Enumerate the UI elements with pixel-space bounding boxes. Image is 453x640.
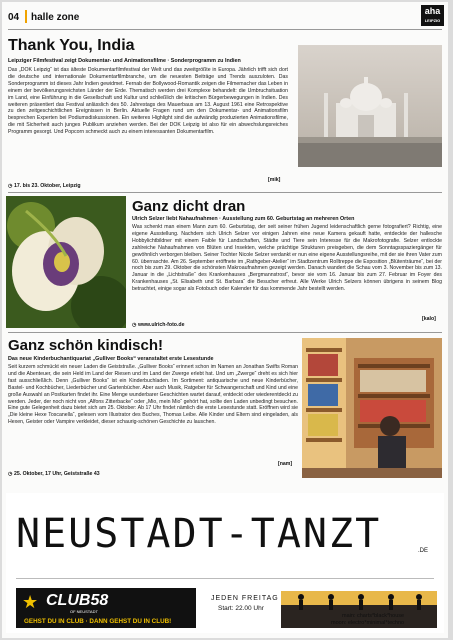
star-icon: ★: [22, 592, 39, 612]
club-logo-block: [16, 588, 196, 628]
magazine-logo: [421, 5, 444, 26]
page-header: [2, 2, 448, 28]
taj-mahal-photo: [298, 45, 442, 167]
article-link[interactable]: ◷ www.ulrich-foto.de: [132, 322, 185, 328]
article-author: [kalo]: [422, 316, 436, 322]
article-body: Das „DOK Leipzig“ ist das älteste Dokumentarfilmfestival der Welt und das zweitgrößte in Europa. Jährlich trifft sich dort die deutsche und internationale Dokumentarfilmbranche, um die neuesten Beiträge und Trends auszuloten. Das Sonderprogramm ist dieses Jahr Indien gewidmet. Fernab der Bollywood-Romantik zeigen die Filmemacher das Leben in einem der bevölkerungsreichsten Länder der Erde. Thematisch werden drei Komplexe behandelt: die Umbruchsituation im Land, eine Einführung in die Gesellschaft und Kultur und schließlich die kritischen Bürgerbewegungen in Indien. Des weiteren präsentiert das Festival anlässlich des 50. Jahrestags des Mauerbaus am 13. August 1961 eine Retrospektive zu den zeitgeschichtlichen Ereignissen in Berlin. Aktuelle Fragen rund um den Dokumentar- und Animationsfilm besprechen Experten bei Podiumsdiskussionen. Ein weiteres Highlight sind die aufwändig produzierten Animationsfilme, die mit Sicherheit auch junges Publikum anziehen werden. Bei der DOK Leipzig ist also für ein abwechslungsreiches Programm gesorgt. Und Popcorn schmeckt auch zu einem interessanten Dokumentarfilm.: [8, 67, 288, 136]
article-subtitle: Leipziger Filmfestival zeigt Dokumentar- und Animationsfilme · Sonderprogramm zu Indien: [8, 58, 241, 64]
club-name: CLUB58: [46, 592, 109, 609]
floor-moon: moon: electro*minimal*techno: [331, 620, 405, 626]
music-styles: [331, 613, 404, 627]
logo-sub: LEIPZIG: [424, 18, 441, 23]
article-subtitle: Das neue Kinderbuchantiquariat „Gulliver Books“ veranstaltet erste Lesestunde: [8, 356, 214, 362]
floor-main: main: charts*black*house: [342, 613, 405, 619]
magazine-page: [2, 2, 448, 638]
article-title: Ganz dicht dran: [132, 198, 246, 215]
logo-main: aha: [424, 6, 441, 16]
article-divider: [8, 332, 442, 333]
article-author: [nam]: [278, 461, 293, 467]
club-sub: OF NEUSTADT: [70, 609, 98, 614]
article-title: Ganz schön kindisch!: [8, 337, 164, 354]
page-number: 04: [8, 12, 20, 23]
article-title: Thank You, India: [8, 37, 135, 54]
article-body: Seit kurzem schmückt ein neuer Laden die Geiststraße. „Gulliver Books“ erinnert schon im Namen an Jonathan Swifts Roman und die Abenteuer, die sein Held im Land der Riesen und im Land der Zwerge erlebt hat. Und um „Zwerge“ dreht es sich hier fast ausschließlich. Denn „Gulliver Books“ ist ein Kinderbuchladen. Im Sortiment: antiquarische und neue Kinderbücher, Bastel- und Kochbücher, Liederbücher und Gartenbücher. Aber auch Musik, Ratgeber für Schwangerschaft und Kind und eine große Auswahl an Postkarten findet ihr. Eine Menge wunderbarer Geschichten wartet darauf, entdeckt oder wiederentdeckt zu werden. Jeder, der noch nicht von „Alfons Zitterbacke“ oder „Mio, mein Mio“ gehört hat, sollte den Laden unbedingt besuchen. Eine gute Gelegenheit dazu bietet sich am 25. Oktober: Ab 17 Uhr findet nämlich die erste Lesestunde statt. Eröffnen wird sie „Die kleine Hexe Toscanella“, gelesen vom Illustrator des Buches, Thomas Leibe. Alle Kinder und Eltern sind eingeladen, als Hexen, Geister oder Vampire verkleidet, dieser schaurig-schönen Geschichte zu lauschen.: [8, 364, 298, 426]
article-divider: [8, 192, 442, 193]
section-title: halle zone: [31, 12, 80, 23]
event-start: Start: 22.00 Uhr: [218, 605, 264, 612]
club-slogan: GEHST DU IN CLUB · DANN GEHST DU IN CLUB!: [24, 618, 172, 625]
advertisement-neustadt-tanzt[interactable]: [6, 493, 444, 633]
flower-photo: [6, 196, 126, 328]
header-separator: [25, 10, 27, 23]
ad-domain-suffix: .DE: [418, 548, 429, 554]
event-day: JEDEN FREITAG: [211, 595, 279, 602]
article-meta: ◷ 25. Oktober, 17 Uhr, Geiststraße 43: [8, 471, 100, 477]
ad-divider: [16, 578, 434, 579]
article-subtitle: Ulrich Selzer liebt Nahaufnahmen · Ausstellung zum 60. Geburtstag an mehreren Orten: [132, 216, 355, 222]
ad-headline: NEUSTADT-TANZT: [16, 511, 382, 557]
article-author: [mik]: [268, 177, 281, 183]
bookshop-photo: [302, 338, 442, 478]
header-rule: [8, 29, 442, 30]
article-body: Was schenkt man einem Mann zum 60. Geburtstag, der seit seiner frühen Jugend leidenschaftlich gerne fotografiert? Richtig, eine eigene Ausstellung. Nachdem sich Ulrich Selzer vor einigen Jahren eine neue Kamera gekauft hatte, entdeckte der hallesche Hobbylichtbildner mit einem Faible für Landschaften, Städte und Tiere sein Interesse für die Makrofotografie. Selzer entlockte zahlreiche Nahaufnahmen von Blüten und Insekten, welche prächtige Strukturen preisgeben, die dem Sonntagsspaziergänger für gewöhnlich verborgen bleiben. Seiner Tochter Nicole Selzer verdankt er nun eine eigene Ausstellungsreihe, mit der sie ihren Vater zum 60. überraschte. Am 26. September eröffnete im „Rathgeber-Atelier“ im Stadtzentrum Rolltreppe die Exposition „Blütenträume“, bei der noch bis zum 29. Oktober die schönsten Makroaufnahmen gezeigt werden. Danach wandert die Schau vom 3. November bis zum 13. Januar in die „Lichtstraße“ des Krankenhauses „Bergmannstrost“, bevor sie vom 16. Januar bis zum 27. Februar im Foyer des Krankenhauses „St. Elisabeth und St. Barbara“ die Besucher erfreut. Alle Werke Ulrich Selzers können übrigens in seinem Blog betrachtet, einige sogar als Fotobuch oder Kalender für das kommende Jahr bestellt werden.: [132, 224, 442, 293]
article-meta: ◷ 17. bis 23. Oktober, Leipzig: [8, 183, 81, 189]
